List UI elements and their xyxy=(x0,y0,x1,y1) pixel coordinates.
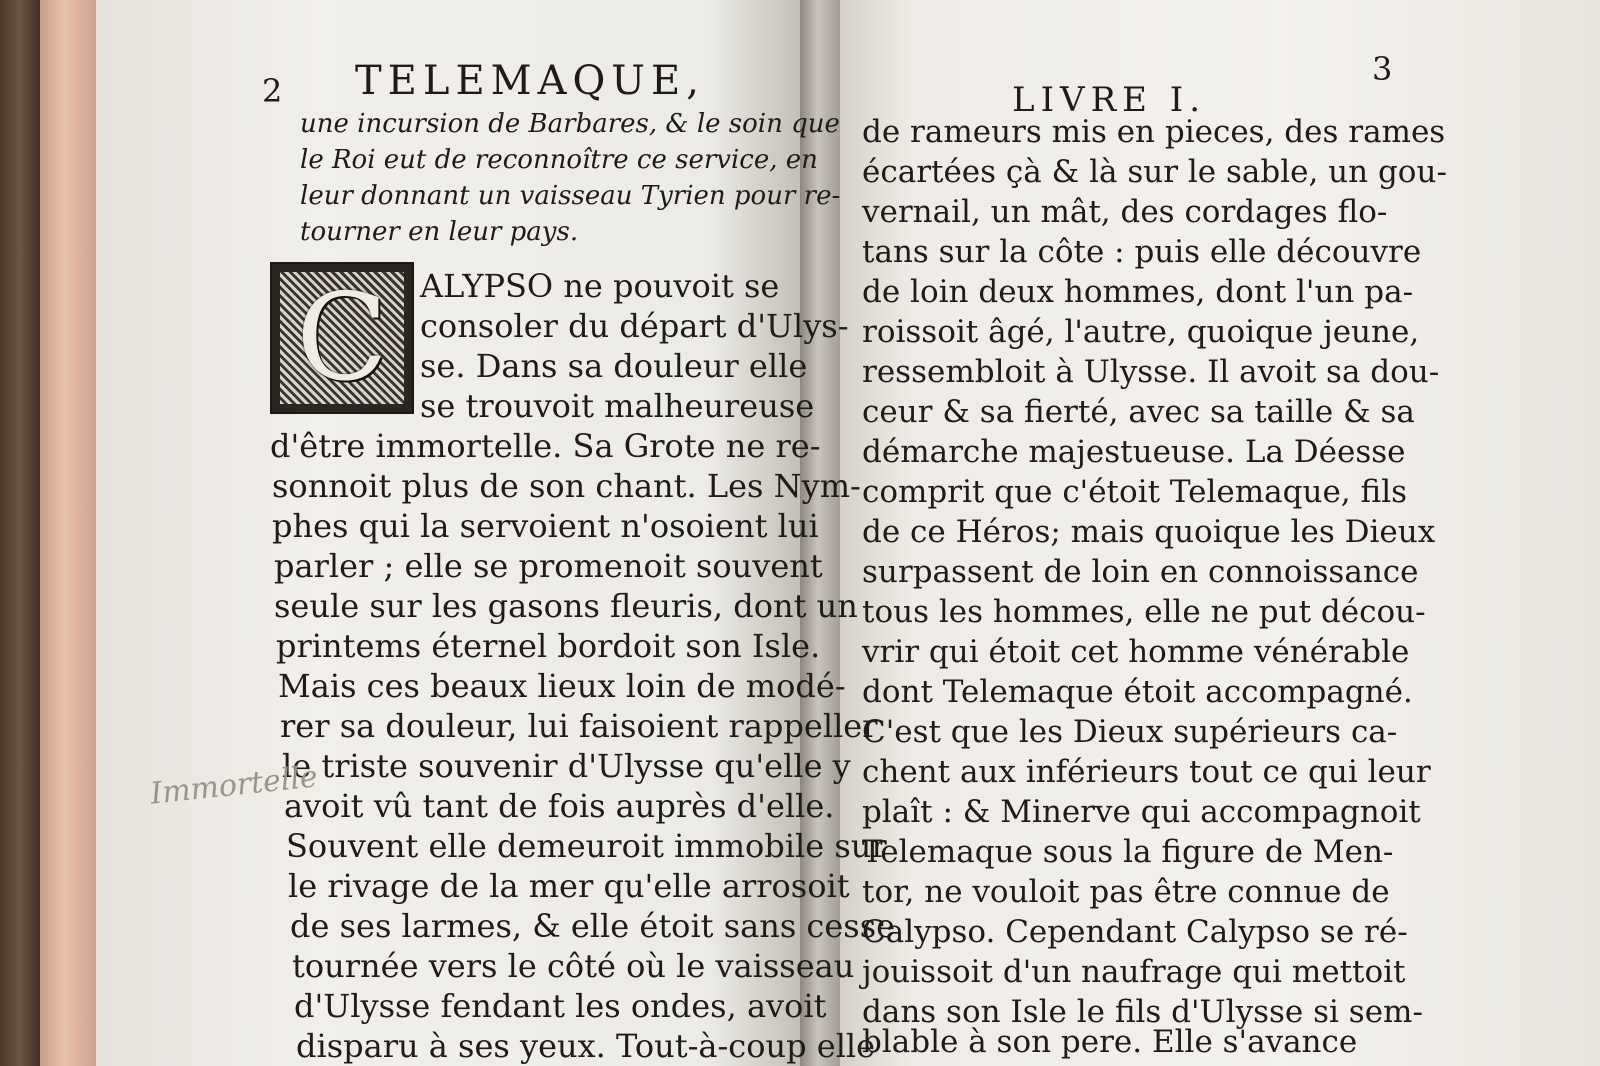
body-line: sonnoit plus de son chant. Les Nym- xyxy=(272,467,861,505)
body-line: de ce Héros; mais quoique les Dieux xyxy=(862,514,1436,550)
body-line: tournée vers le côté où le vaisseau xyxy=(292,947,855,985)
body-line: avoit vû tant de fois auprès d'elle. xyxy=(284,787,835,825)
body-line: surpassent de loin en connoissance xyxy=(862,554,1419,590)
body-line: tor, ne vouloit pas être connue de xyxy=(862,874,1390,910)
body-line: de ses larmes, & elle étoit sans cesse xyxy=(290,907,896,945)
body-line: comprit que c'étoit Telemaque, fils xyxy=(862,474,1408,510)
body-line: le triste souvenir d'Ulysse qu'elle y xyxy=(282,747,851,785)
body-line: Mais ces beaux lieux loin de modé- xyxy=(278,667,846,705)
body-line: dont Telemaque étoit accompagné. xyxy=(862,674,1413,710)
summary-line: leur donnant un vaisseau Tyrien pour re- xyxy=(300,181,841,211)
body-line: écartées çà & là sur le sable, un gou- xyxy=(862,154,1447,190)
body-line: se. Dans sa douleur elle xyxy=(420,347,808,385)
body-line: vernail, un mât, des cordages flo- xyxy=(862,194,1388,230)
body-line: roissoit âgé, l'autre, quoique jeune, xyxy=(862,314,1420,350)
body-line: le rivage de la mer qu'elle arrosoit xyxy=(288,867,850,905)
body-line: ressembloit à Ulysse. Il avoit sa dou- xyxy=(862,354,1440,390)
body-line: Calypso. Cependant Calypso se ré- xyxy=(862,914,1408,950)
drop-cap-letter: C xyxy=(296,268,388,408)
body-line: se trouvoit malheureuse xyxy=(420,387,815,425)
body-line: chent aux inférieurs tout ce qui leur xyxy=(862,754,1431,790)
body-line: d'Ulysse fendant les ondes, avoit xyxy=(294,987,827,1025)
body-line: de rameurs mis en pieces, des rames xyxy=(862,114,1446,150)
body-line: ALYPSO ne pouvoit se xyxy=(420,267,780,305)
body-line: blable à son pere. Elle s'avance xyxy=(862,1024,1358,1060)
body-line: parler ; elle se promenoit souvent xyxy=(274,547,823,585)
body-line: ceur & sa fierté, avec sa taille & sa xyxy=(862,394,1415,430)
summary-line: tourner en leur pays. xyxy=(300,217,579,247)
body-line: Souvent elle demeuroit immobile sur xyxy=(286,827,887,865)
summary-line: le Roi eut de reconnoître ce service, en xyxy=(300,145,818,175)
ornamental-drop-cap xyxy=(270,262,414,414)
right-running-head: LIVRE I. xyxy=(1012,80,1207,120)
body-line: disparu à ses yeux. Tout-à-coup elle xyxy=(296,1027,876,1065)
body-line: plaît : & Minerve qui accompagnoit xyxy=(862,794,1421,830)
body-line: jouissoit d'un naufrage qui mettoit xyxy=(862,954,1406,990)
body-line: seule sur les gasons fleuris, dont un xyxy=(274,587,858,625)
body-line: phes qui la servoient n'osoient lui xyxy=(272,507,819,545)
body-line: printems éternel bordoit son Isle. xyxy=(276,627,821,665)
body-line: dans son Isle le fils d'Ulysse si sem- xyxy=(862,994,1423,1030)
body-line: démarche majestueuse. La Déesse xyxy=(862,434,1406,470)
left-folio: 2 xyxy=(262,72,283,110)
pencil-margin-note: Immortelle xyxy=(148,759,320,812)
body-line: C'est que les Dieux supérieurs ca- xyxy=(862,714,1398,750)
body-line: d'être immortelle. Sa Grote ne re- xyxy=(270,427,821,465)
book-spine xyxy=(0,0,40,1066)
left-running-head: TELEMAQUE, xyxy=(355,58,705,104)
body-line: Telemaque sous la figure de Men- xyxy=(862,834,1394,870)
summary-line: une incursion de Barbares, & le soin que xyxy=(300,109,840,139)
right-folio: 3 xyxy=(1372,50,1393,88)
body-line: consoler du départ d'Ulys- xyxy=(420,307,849,345)
body-line: de loin deux hommes, dont l'un pa- xyxy=(862,274,1414,310)
body-line: tous les hommes, elle ne put décou- xyxy=(862,594,1426,630)
body-line: rer sa douleur, lui faisoient rappeller xyxy=(280,707,878,745)
body-line: vrir qui étoit cet homme vénérable xyxy=(862,634,1410,670)
body-line: tans sur la côte : puis elle découvre xyxy=(862,234,1422,270)
